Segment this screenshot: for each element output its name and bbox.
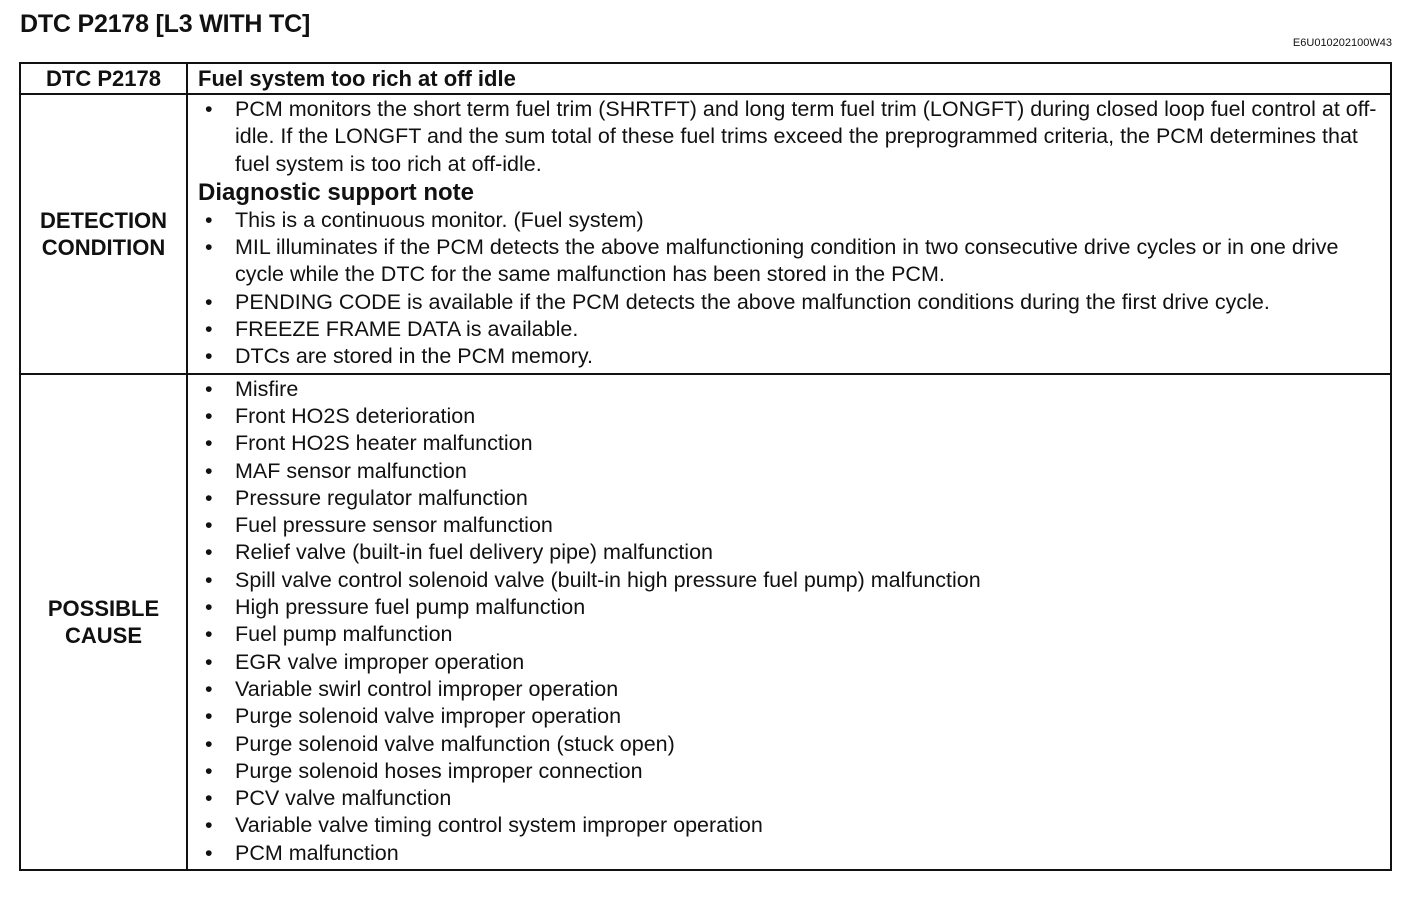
page-title: DTC P2178 [L3 WITH TC] [20, 10, 311, 38]
list-item: • Variable swirl control improper operation [198, 676, 1382, 703]
possible-cause-row [20, 374, 1391, 870]
dtc-table [19, 62, 1392, 871]
list-item: • Misfire [198, 376, 1382, 403]
list-item: • EGR valve improper operation [198, 649, 1382, 676]
label-line: CAUSE [64, 622, 142, 648]
detection-condition-row [20, 94, 1391, 374]
document-code: E6U010202100W43 [1292, 37, 1392, 49]
list-item: • Purge solenoid valve improper operation [198, 703, 1382, 730]
table-header-row [20, 63, 1391, 94]
list-item: • PCV valve malfunction [198, 785, 1382, 812]
detection-condition-label [20, 94, 187, 374]
label-line: DETECTION [39, 207, 168, 233]
diagnostic-support-note-list [198, 207, 1382, 371]
list-item: • Fuel pressure sensor malfunction [198, 512, 1382, 539]
dtc-code-cell: DTC P2178 [20, 63, 187, 94]
list-item: • Variable valve timing control system improper operation [198, 812, 1382, 839]
list-item: • FREEZE FRAME DATA is available. [198, 316, 1382, 343]
list-item: • Pressure regulator malfunction [198, 485, 1382, 512]
label-line: CONDITION [41, 234, 166, 260]
detection-intro-list [198, 96, 1382, 178]
list-item: • PCM monitors the short term fuel trim (SHRTFT) and long term fuel trim (LONGFT) during closed loop fuel control at off-idle. If the LONGFT and the sum total of these fuel trims exceed the preprogrammed criteria, the PCM determines that fuel system is too rich at off-idle. [198, 96, 1382, 178]
detection-condition-content [187, 94, 1391, 374]
list-item: • PCM malfunction [198, 840, 1382, 867]
diagnostic-support-note-heading: Diagnostic support note [198, 178, 474, 206]
list-item: • Fuel pump malfunction [198, 621, 1382, 648]
list-item: • Purge solenoid hoses improper connection [198, 758, 1382, 785]
possible-cause-list [198, 376, 1382, 867]
label-line: POSSIBLE [47, 595, 160, 621]
possible-cause-label [20, 374, 187, 870]
possible-cause-content [187, 374, 1391, 870]
list-item: • DTCs are stored in the PCM memory. [198, 343, 1382, 370]
list-item: • Front HO2S deterioration [198, 403, 1382, 430]
list-item: • Spill valve control solenoid valve (built-in high pressure fuel pump) malfunction [198, 567, 1382, 594]
dtc-description-cell: Fuel system too rich at off idle [187, 63, 1391, 94]
list-item: • Front HO2S heater malfunction [198, 430, 1382, 457]
list-item: • PENDING CODE is available if the PCM detects the above malfunction conditions during the first drive cycle. [198, 289, 1382, 316]
list-item: • This is a continuous monitor. (Fuel system) [198, 207, 1382, 234]
list-item: • MIL illuminates if the PCM detects the above malfunctioning condition in two consecutive drive cycles or in one drive cycle while the DTC for the same malfunction has been stored in the PCM. [198, 234, 1382, 289]
list-item: • MAF sensor malfunction [198, 458, 1382, 485]
list-item: • Purge solenoid valve malfunction (stuck open) [198, 731, 1382, 758]
list-item: • High pressure fuel pump malfunction [198, 594, 1382, 621]
list-item: • Relief valve (built-in fuel delivery pipe) malfunction [198, 539, 1382, 566]
